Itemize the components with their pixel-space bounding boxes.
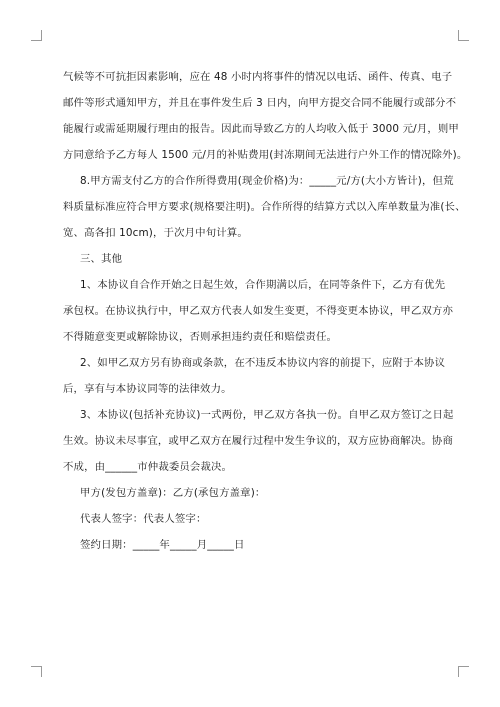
body-line: 宽、高各扣 10cm)，于次月中旬计算。 — [63, 227, 248, 239]
party-seal-line: 甲方(发包方盖章)：乙方(承包方盖章)： — [80, 487, 266, 499]
signing-date-line: 签约日期：_____年_____月_____日 — [80, 539, 245, 551]
body-line: 后，享有与本协议同等的法律效力。 — [63, 383, 232, 395]
corner-mark-bottom-right — [458, 666, 469, 677]
corner-mark-top-left — [31, 30, 42, 41]
body-line: 承包权。在协议执行中，甲乙双方代表人如发生变更，不得变更本协议，甲乙双方亦 — [63, 305, 453, 317]
body-line: 能履行或需延期履行理由的报告。因此而导致乙方的人均收入低于 3000 元/月，则甲 — [63, 123, 459, 135]
section-heading-other: 三、其他 — [80, 253, 123, 265]
corner-mark-top-right — [458, 30, 469, 41]
representative-signature-line: 代表人签字：代表人签字： — [80, 513, 207, 525]
corner-mark-bottom-left — [31, 666, 42, 677]
body-line: 邮件等形式通知甲方，并且在事件发生后 3 日内，向甲方提交合同不能履行或部分不 — [63, 97, 457, 109]
clause-3-line: 3、本协议(包括补充协议)一式两份，甲乙双方各执一份。自甲乙双方签订之日起 — [80, 409, 454, 421]
body-line: 方同意给予乙方每人 1500 元/月的补贴费用(封冻期间无法进行户外工作的情况除外)。 — [63, 149, 468, 161]
body-line: 生效。协议未尽事宜，或甲乙双方在履行过程中发生争议的，双方应协商解决。协商 — [63, 435, 453, 447]
document-body — [63, 64, 468, 558]
clause-2-line: 2、如甲乙双方另有协商或条款，在不违反本协议内容的前提下，应附于本协议 — [80, 357, 446, 369]
body-line: 不成，由______市仲裁委员会裁决。 — [63, 461, 233, 473]
body-line: 不得随意变更或解除协议，否则承担违约责任和赔偿责任。 — [63, 331, 338, 343]
clause-1-line: 1、本协议自合作开始之日起生效，合作期满以后，在同等条件下，乙方有优先 — [80, 279, 446, 291]
body-line: 料质量标准应符合甲方要求(规格要注明)。合作所得的结算方式以入库单数量为准(长、 — [63, 201, 466, 213]
body-line: 气候等不可抗拒因素影响，应在 48 小时内将事件的情况以电话、函件、传真、电子 — [63, 71, 453, 83]
clause-8-line: 8.甲方需支付乙方的合作所得费用(现金价格)为：_____元/方(大小方皆计)，但荒 — [80, 175, 454, 187]
